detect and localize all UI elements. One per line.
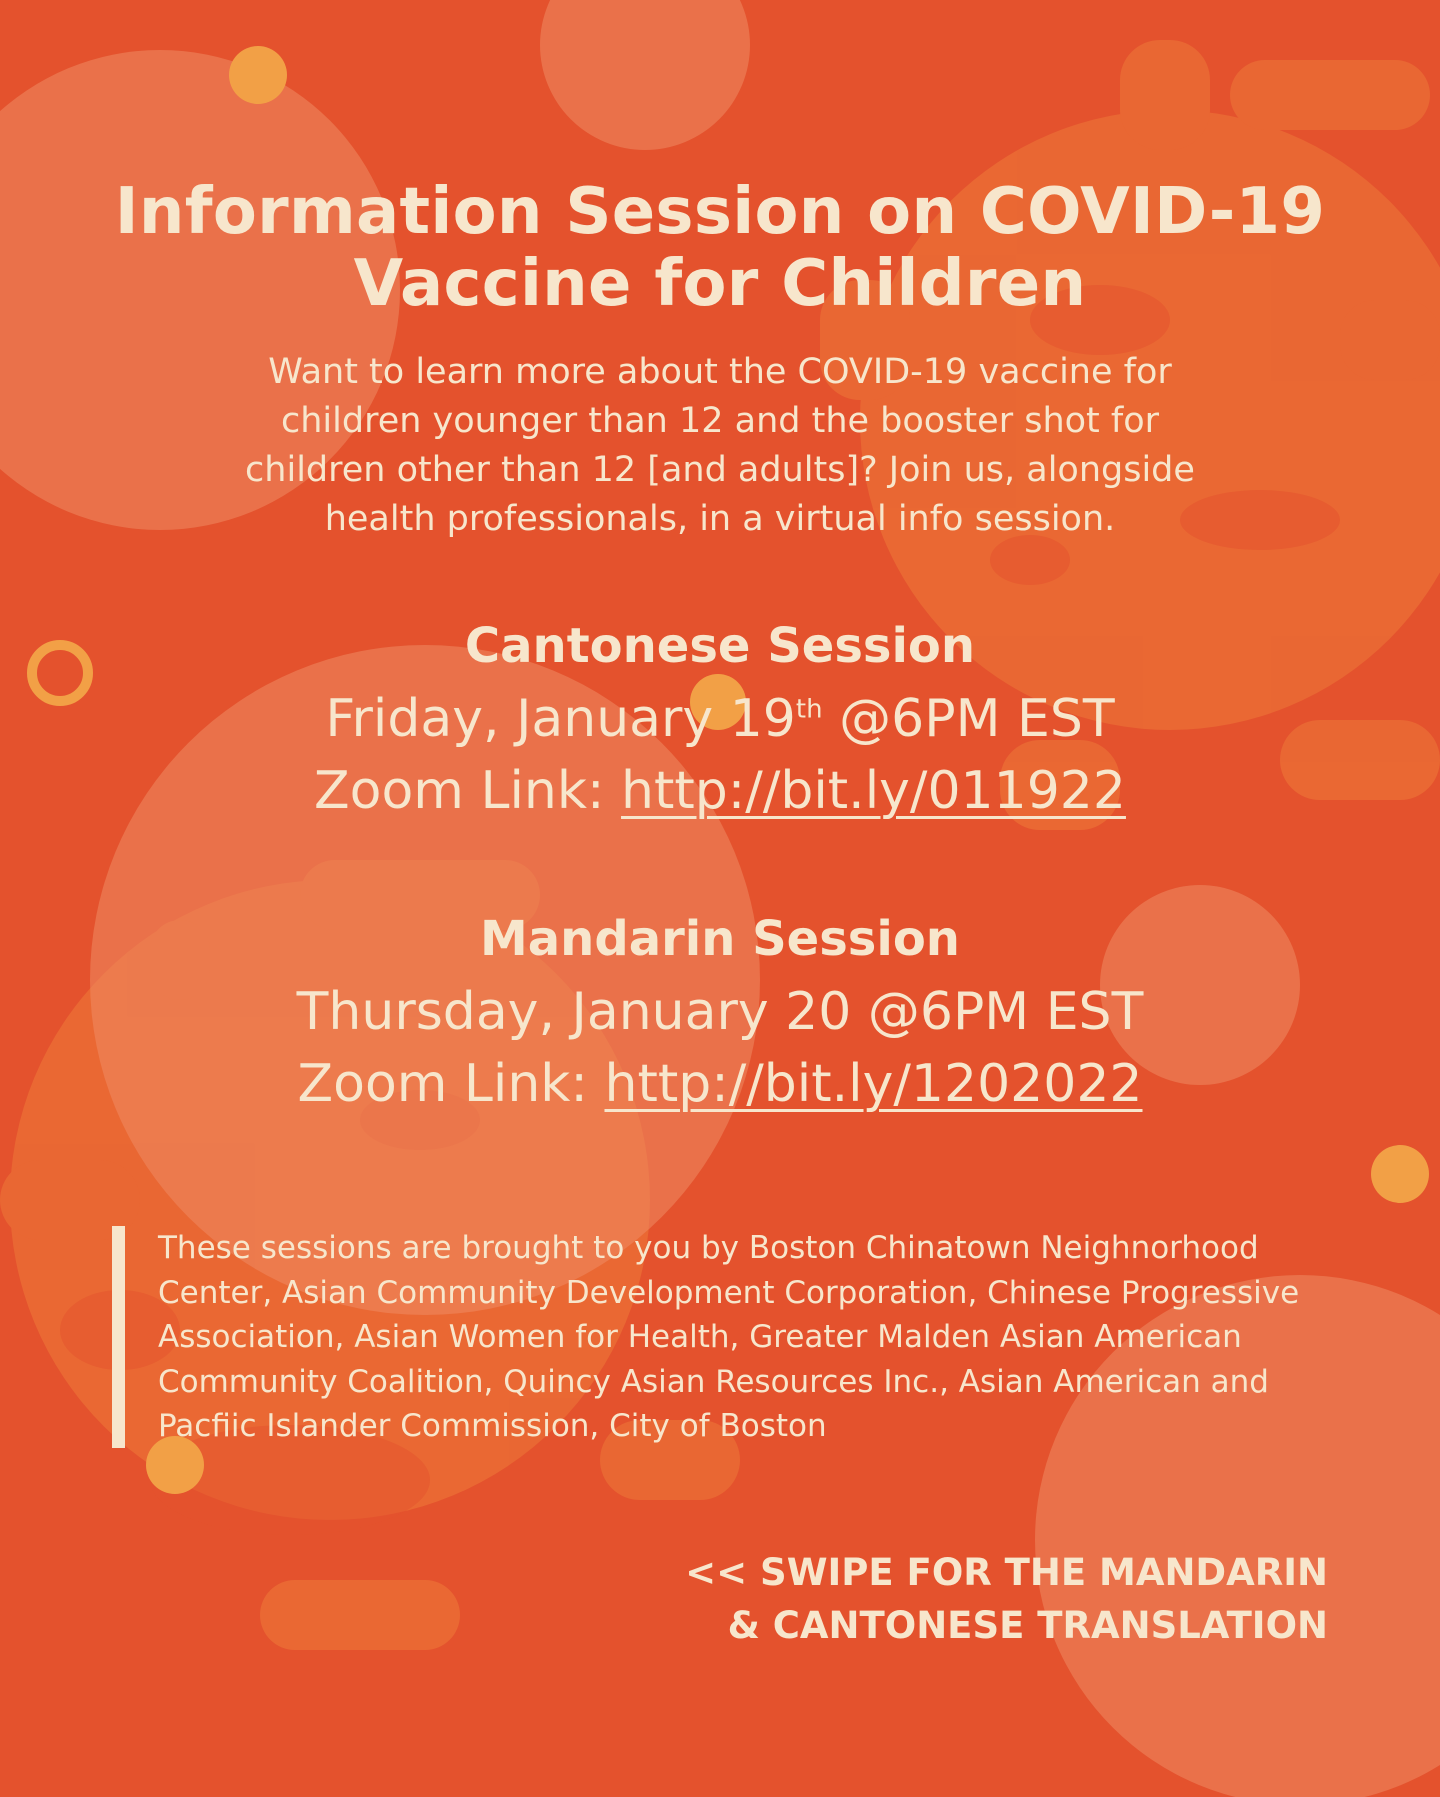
sponsors-line: Center, Asian Community Development Corporation, Chinese Progressive xyxy=(158,1274,1300,1311)
swipe-line: << SWIPE FOR THE MANDARIN xyxy=(685,1551,1328,1594)
sponsors-line: Association, Asian Women for Health, Greater Malden Asian American xyxy=(158,1319,1242,1355)
intro-line: Want to learn more about the COVID-19 vaccine for xyxy=(268,352,1172,392)
session-title: Cantonese Session xyxy=(464,618,976,674)
intro-line: children other than 12 [and adults]? Join us, alongside xyxy=(245,450,1195,490)
page-title xyxy=(60,176,1380,320)
sponsors-text xyxy=(158,1226,1378,1449)
intro-paragraph xyxy=(170,348,1270,544)
zoom-link-label: Zoom Link: xyxy=(314,761,622,821)
sponsors-block xyxy=(112,1226,1362,1448)
session-date xyxy=(100,683,1340,755)
sponsors-line: Community Coalition, Quincy Asian Resources Inc., Asian American and xyxy=(158,1363,1269,1400)
zoom-link-url[interactable]: http://bit.ly/011922 xyxy=(621,761,1126,821)
zoom-link-label: Zoom Link: xyxy=(297,1054,605,1114)
date-ordinal-suffix: th xyxy=(795,694,823,725)
intro-line: health professionals, in a virtual info session. xyxy=(324,499,1116,539)
swipe-prompt xyxy=(628,1546,1328,1652)
intro-line: children younger than 12 and the booster shot for xyxy=(280,401,1160,441)
quote-bar xyxy=(112,1226,125,1448)
title-line: Information Session on COVID-19 xyxy=(114,175,1326,249)
session-date xyxy=(100,976,1340,1048)
cantonese-session xyxy=(100,615,1340,827)
mandarin-session xyxy=(100,908,1340,1120)
sponsors-line: These sessions are brought to you by Boston Chinatown Neighnorhood xyxy=(158,1230,1259,1266)
session-date-text: Friday, January 19 xyxy=(325,689,796,749)
zoom-link-url[interactable]: http://bit.ly/1202022 xyxy=(604,1054,1143,1114)
session-zoom-link xyxy=(100,1048,1340,1120)
session-zoom-link xyxy=(100,755,1340,827)
swipe-line: & CANTONESE TRANSLATION xyxy=(727,1604,1328,1647)
session-title: Mandarin Session xyxy=(480,911,960,967)
session-date-text: Thursday, January 20 @6PM EST xyxy=(296,982,1144,1042)
session-time-text: @6PM EST xyxy=(822,689,1115,749)
sponsors-line: Pacfiic Islander Commission, City of Boston xyxy=(158,1408,827,1444)
title-line: Vaccine for Children xyxy=(353,247,1087,321)
